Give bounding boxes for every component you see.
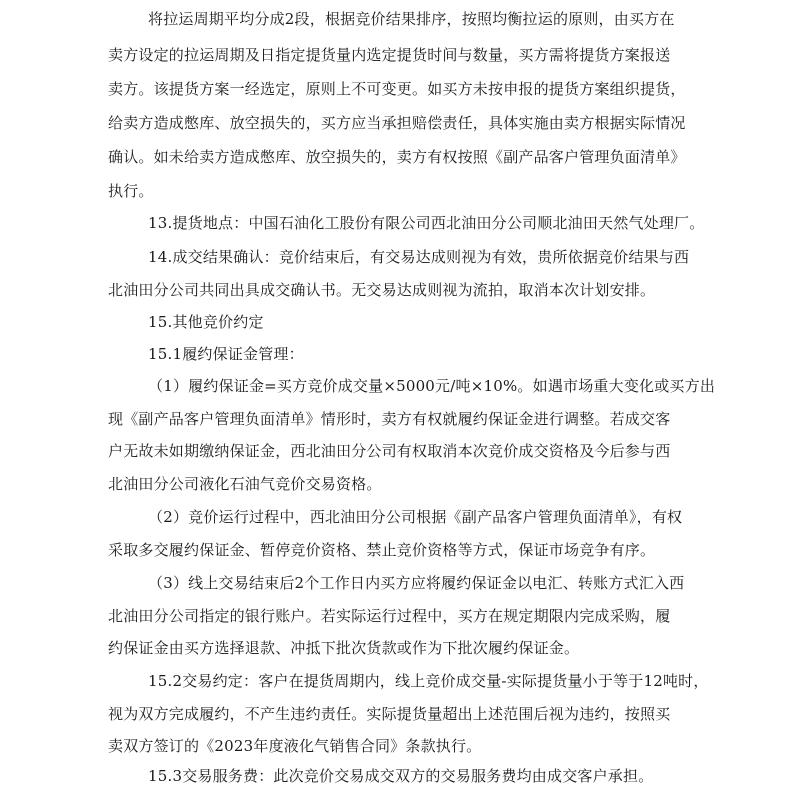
clause-3-line-1: （3）线上交易结束后2个工作日内买方应将履约保证金以电汇、转账方式汇入西 — [148, 574, 685, 592]
section-15-3-line-1: 15.3交易服务费：此次竞价交易成交双方的交易服务费均由成交客户承担。 — [148, 767, 654, 785]
clause-2-line-1: （2）竞价运行过程中，西北油田分公司根据《副产品客户管理负面清单》，有权 — [148, 508, 683, 526]
item-14-line-1: 14.成交结果确认：竞价结束后，有交易达成则视为有效，贵所依据竞价结果与西 — [148, 248, 690, 266]
paragraph-12-line-5: 确认。如未给卖方造成憋库、放空损失的，卖方有权按照《副产品客户管理负面清单》 — [108, 148, 686, 166]
clause-1-line-4: 北油田分公司液化石油气竞价交易资格。 — [108, 475, 382, 493]
section-15-heading: 15.其他竞价约定 — [148, 313, 264, 331]
clause-1-line-3: 户无故未如期缴纳保证金，西北油田分公司有权取消本次竞价成交资格及今后参与西 — [108, 442, 671, 460]
paragraph-12-line-6: 执行。 — [108, 182, 154, 200]
clause-3-line-2: 北油田分公司指定的银行账户。若实际运行过程中，买方在规定期限内完成采购，履 — [108, 607, 671, 625]
section-15-2-line-2: 视为双方完成履约，不产生违约责任。实际提货量超出上述范围后视为违约，按照买 — [108, 705, 671, 723]
clause-3-line-3: 约保证金由买方选择退款、冲抵下批次货款或作为下批次履约保证金。 — [108, 639, 580, 657]
paragraph-12-line-4: 给卖方造成憋库、放空损失的，买方应当承担赔偿责任，具体实施由卖方根据实际情况 — [108, 114, 686, 132]
section-15-2-line-3: 卖双方签订的《2023年度液化气销售合同》条款执行。 — [108, 737, 482, 755]
paragraph-12-line-3: 卖方。该提货方案一经选定，原则上不可变更。如买方未按申报的提货方案组织提货， — [108, 80, 686, 98]
clause-2-line-2: 采取多交履约保证金、暂停竞价资格、禁止竞价资格等方式，保证市场竞争有序。 — [108, 541, 656, 559]
item-14-line-2: 北油田分公司共同出具成交确认书。无交易达成则视为流拍，取消本次计划安排。 — [108, 281, 656, 299]
item-13-pickup-location: 13.提货地点：中国石油化工股份有限公司西北油田分公司顺北油田天然气处理厂。 — [148, 214, 705, 232]
section-15-2-line-1: 15.2交易约定：客户在提货周期内，线上竞价成交量-实际提货量小于等于12吨时， — [148, 672, 709, 690]
paragraph-12-line-2: 卖方设定的拉运周期及日指定提货量内选定提货时间与数量，买方需将提货方案报送 — [108, 46, 671, 64]
clause-1-line-2: 现《副产品客户管理负面清单》情形时，卖方有权就履约保证金进行调整。若成交客 — [108, 410, 671, 428]
paragraph-12-line-1: 将拉运周期平均分成2段，根据竞价结果排序，按照均衡拉运的原则，由买方在 — [148, 10, 675, 28]
section-15-1-heading: 15.1履约保证金管理： — [148, 345, 304, 363]
clause-1-line-1: （1）履约保证金=买方竞价成交量×5000元/吨×10%。如遇市场重大变化或买方出 — [148, 377, 716, 395]
